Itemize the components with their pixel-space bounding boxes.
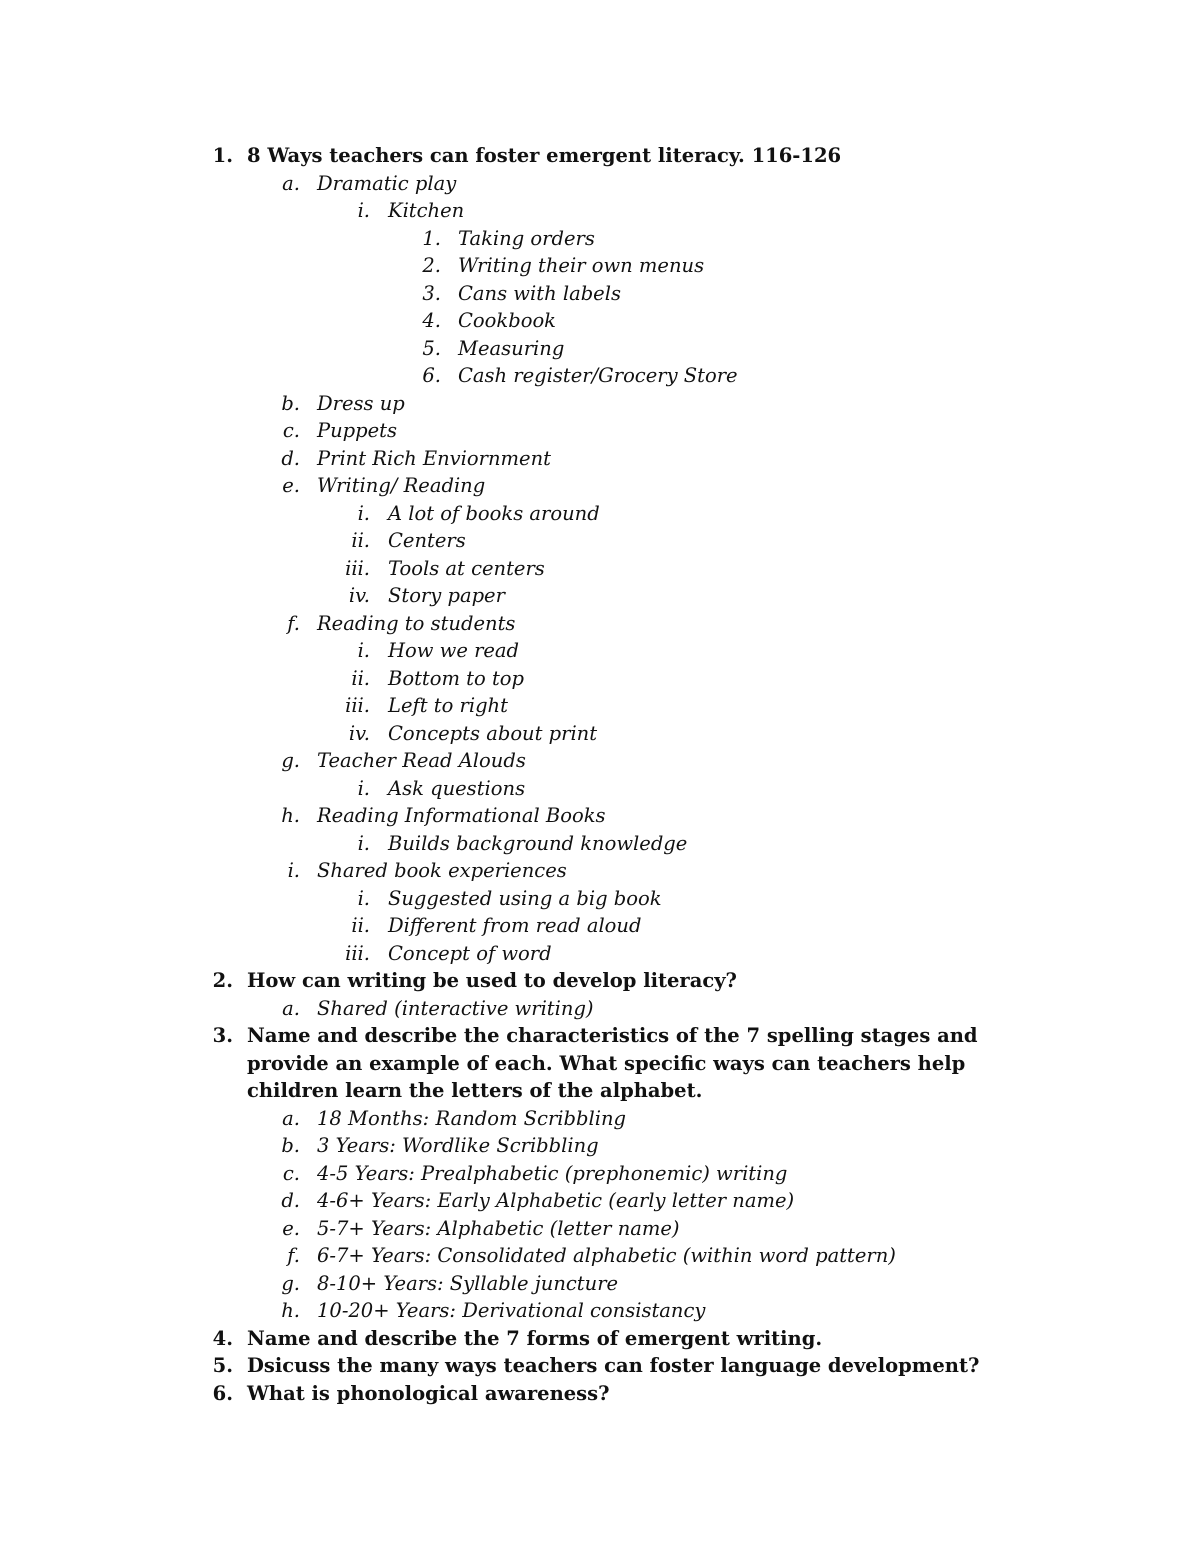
list-item-text: How we read bbox=[388, 639, 520, 662]
list-item-text: 10-20+ Years: Derivational consistancy bbox=[317, 1299, 706, 1322]
outline-item-different-from-read-aloud bbox=[0, 912, 1200, 940]
outline-item-builds-background-knowledge bbox=[0, 830, 1200, 858]
list-item-text: Dress up bbox=[317, 391, 405, 415]
list-marker: a. bbox=[282, 1106, 300, 1130]
list-marker: i. bbox=[357, 639, 370, 662]
question-2 bbox=[0, 967, 1200, 995]
question-3-line-3 bbox=[0, 1077, 1200, 1105]
outline-item-how-we-read bbox=[0, 637, 1200, 665]
list-marker: iii. bbox=[345, 694, 370, 717]
list-item-text: Dsicuss the many ways teachers can foster language development? bbox=[247, 1354, 980, 1377]
list-item-text: Taking orders bbox=[458, 226, 595, 250]
list-item-text: Dramatic play bbox=[317, 171, 457, 195]
outline-item-left-to-right bbox=[0, 692, 1200, 720]
list-marker: 6. bbox=[212, 1381, 233, 1405]
list-marker: 1. bbox=[422, 226, 441, 250]
answer-item-6-7-years-consolidated-alphabetic-within-word-pattern bbox=[0, 1242, 1200, 1270]
list-marker: 1. bbox=[212, 144, 233, 167]
list-item-text: Cans with labels bbox=[458, 281, 621, 305]
list-item-text: How can writing be used to develop literacy? bbox=[247, 969, 737, 992]
list-marker: d. bbox=[281, 446, 300, 470]
outline-item-measuring bbox=[0, 335, 1200, 363]
list-item-text: 4-5 Years: Prealphabetic (prephonemic) writing bbox=[317, 1161, 788, 1185]
list-marker: f. bbox=[287, 1244, 300, 1267]
list-marker: 4. bbox=[212, 1326, 233, 1350]
answer-item-shared-interactive-writing bbox=[0, 995, 1200, 1023]
list-item-text: Reading Informational Books bbox=[317, 804, 606, 827]
list-marker: 6. bbox=[422, 364, 441, 387]
outline-item-writing-their-own-menus bbox=[0, 252, 1200, 280]
answer-item-5-7-years-alphabetic-letter-name bbox=[0, 1215, 1200, 1243]
outline-item-concept-of-word bbox=[0, 940, 1200, 968]
answer-item-4-6-years-early-alphabetic-early-letter-name bbox=[0, 1187, 1200, 1215]
list-item-text: 4-6+ Years: Early Alphabetic (early letter name) bbox=[317, 1189, 795, 1212]
question-1 bbox=[0, 142, 1200, 170]
list-item-text: Puppets bbox=[317, 419, 398, 442]
list-item-text: Left to right bbox=[388, 694, 508, 717]
answer-item-reading-to-students bbox=[0, 610, 1200, 638]
list-marker: ii. bbox=[351, 529, 370, 552]
list-item-text: Shared (interactive writing) bbox=[317, 996, 594, 1020]
list-marker: d. bbox=[281, 1189, 300, 1212]
list-marker: iii. bbox=[345, 941, 370, 965]
list-marker: 3. bbox=[422, 281, 441, 305]
answer-item-shared-book-experiences bbox=[0, 857, 1200, 885]
list-item-text: Print Rich Enviornment bbox=[317, 446, 551, 470]
outline-item-cans-with-labels bbox=[0, 280, 1200, 308]
list-item-text: A lot of books around bbox=[388, 501, 600, 525]
answer-item-18-months-random-scribbling bbox=[0, 1105, 1200, 1133]
list-marker: i. bbox=[357, 776, 370, 800]
list-marker: b. bbox=[281, 1134, 300, 1157]
list-item-text: Measuring bbox=[458, 336, 565, 360]
list-item-text: Concept of word bbox=[388, 941, 552, 965]
list-item-text: children learn the letters of the alphabet. bbox=[247, 1079, 703, 1102]
answer-item-print-rich-enviornment bbox=[0, 445, 1200, 473]
list-item-text: Shared book experiences bbox=[317, 859, 567, 882]
list-marker: ii. bbox=[351, 666, 370, 690]
outline-item-kitchen bbox=[0, 197, 1200, 225]
answer-item-3-years-wordlike-scribbling bbox=[0, 1132, 1200, 1160]
question-6 bbox=[0, 1380, 1200, 1408]
list-item-text: Suggested using a big book bbox=[388, 886, 662, 910]
list-marker: 2. bbox=[422, 254, 441, 277]
question-3-line-2 bbox=[0, 1050, 1200, 1078]
list-item-text: Story paper bbox=[388, 584, 505, 607]
question-3-line-1 bbox=[0, 1022, 1200, 1050]
list-marker: h. bbox=[281, 1299, 300, 1322]
list-item-text: Builds background knowledge bbox=[388, 831, 688, 855]
list-marker: 3. bbox=[212, 1024, 233, 1047]
list-item-text: Cookbook bbox=[458, 309, 556, 332]
answer-item-10-20-years-derivational-consistancy bbox=[0, 1297, 1200, 1325]
answer-item-dramatic-play bbox=[0, 170, 1200, 198]
outline-item-tools-at-centers bbox=[0, 555, 1200, 583]
list-item-text: Name and describe the 7 forms of emergent writing. bbox=[247, 1326, 823, 1350]
list-item-text: 5-7+ Years: Alphabetic (letter name) bbox=[317, 1216, 680, 1240]
question-4 bbox=[0, 1325, 1200, 1353]
list-marker: iv. bbox=[348, 721, 370, 745]
list-item-text: provide an example of each. What specific ways can teachers help bbox=[247, 1051, 966, 1075]
list-marker: iv. bbox=[348, 584, 370, 607]
answer-item-puppets bbox=[0, 417, 1200, 445]
list-marker: a. bbox=[282, 171, 300, 195]
list-item-text: 8 Ways teachers can foster emergent literacy. 116-126 bbox=[247, 144, 842, 167]
answer-item-8-10-years-syllable-juncture bbox=[0, 1270, 1200, 1298]
list-marker: g. bbox=[281, 1271, 300, 1295]
outline-item-cookbook bbox=[0, 307, 1200, 335]
list-marker: e. bbox=[282, 474, 300, 497]
list-marker: a. bbox=[282, 996, 300, 1020]
list-item-text: Writing/ Reading bbox=[317, 474, 486, 497]
list-marker: i. bbox=[357, 199, 370, 222]
list-item-text: Centers bbox=[388, 529, 466, 552]
list-item-text: Name and describe the characteristics of the 7 spelling stages and bbox=[247, 1024, 978, 1047]
list-item-text: Teacher Read Alouds bbox=[317, 749, 526, 772]
answer-item-reading-informational-books bbox=[0, 802, 1200, 830]
list-marker: e. bbox=[282, 1216, 300, 1240]
list-item-text: Different from read aloud bbox=[388, 914, 642, 937]
outline-item-story-paper bbox=[0, 582, 1200, 610]
outline-item-suggested-using-a-big-book bbox=[0, 885, 1200, 913]
outline-item-a-lot-of-books-around bbox=[0, 500, 1200, 528]
outline-item-centers bbox=[0, 527, 1200, 555]
list-item-text: Bottom to top bbox=[388, 666, 525, 690]
list-marker: i. bbox=[357, 501, 370, 525]
list-item-text: Kitchen bbox=[388, 199, 465, 222]
outline-item-cash-register-grocery-store bbox=[0, 362, 1200, 390]
outline-item-bottom-to-top bbox=[0, 665, 1200, 693]
list-item-text: Reading to students bbox=[317, 611, 516, 635]
list-marker: 2. bbox=[212, 969, 233, 992]
list-marker: i. bbox=[287, 859, 300, 882]
answer-item-4-5-years-prealphabetic-prephonemic-writing bbox=[0, 1160, 1200, 1188]
answer-item-writing-reading bbox=[0, 472, 1200, 500]
list-marker: h. bbox=[281, 804, 300, 827]
outline-item-concepts-about-print bbox=[0, 720, 1200, 748]
list-marker: i. bbox=[357, 886, 370, 910]
list-item-text: Concepts about print bbox=[388, 721, 598, 745]
list-marker: iii. bbox=[345, 556, 370, 580]
list-item-text: 18 Months: Random Scribbling bbox=[317, 1106, 626, 1130]
list-marker: 5. bbox=[212, 1354, 233, 1377]
answer-item-teacher-read-alouds bbox=[0, 747, 1200, 775]
list-item-text: 6-7+ Years: Consolidated alphabetic (within word pattern) bbox=[317, 1244, 896, 1267]
list-item-text: Ask questions bbox=[388, 776, 526, 800]
list-marker: f. bbox=[287, 611, 300, 635]
question-5 bbox=[0, 1352, 1200, 1380]
list-item-text: Tools at centers bbox=[388, 556, 545, 580]
list-item-text: 8-10+ Years: Syllable juncture bbox=[317, 1271, 619, 1295]
list-item-text: Cash register/Grocery Store bbox=[458, 364, 738, 387]
list-item-text: What is phonological awareness? bbox=[247, 1381, 610, 1405]
list-marker: ii. bbox=[351, 914, 370, 937]
list-marker: c. bbox=[282, 419, 300, 442]
list-marker: b. bbox=[281, 391, 300, 415]
list-marker: 5. bbox=[422, 336, 441, 360]
list-item-text: Writing their own menus bbox=[458, 254, 705, 277]
outline-item-taking-orders bbox=[0, 225, 1200, 253]
list-marker: 4. bbox=[422, 309, 441, 332]
outline-item-ask-questions bbox=[0, 775, 1200, 803]
list-marker: g. bbox=[281, 749, 300, 772]
list-marker: c. bbox=[282, 1161, 300, 1185]
answer-item-dress-up bbox=[0, 390, 1200, 418]
list-item-text: 3 Years: Wordlike Scribbling bbox=[317, 1134, 599, 1157]
list-marker: i. bbox=[357, 831, 370, 855]
